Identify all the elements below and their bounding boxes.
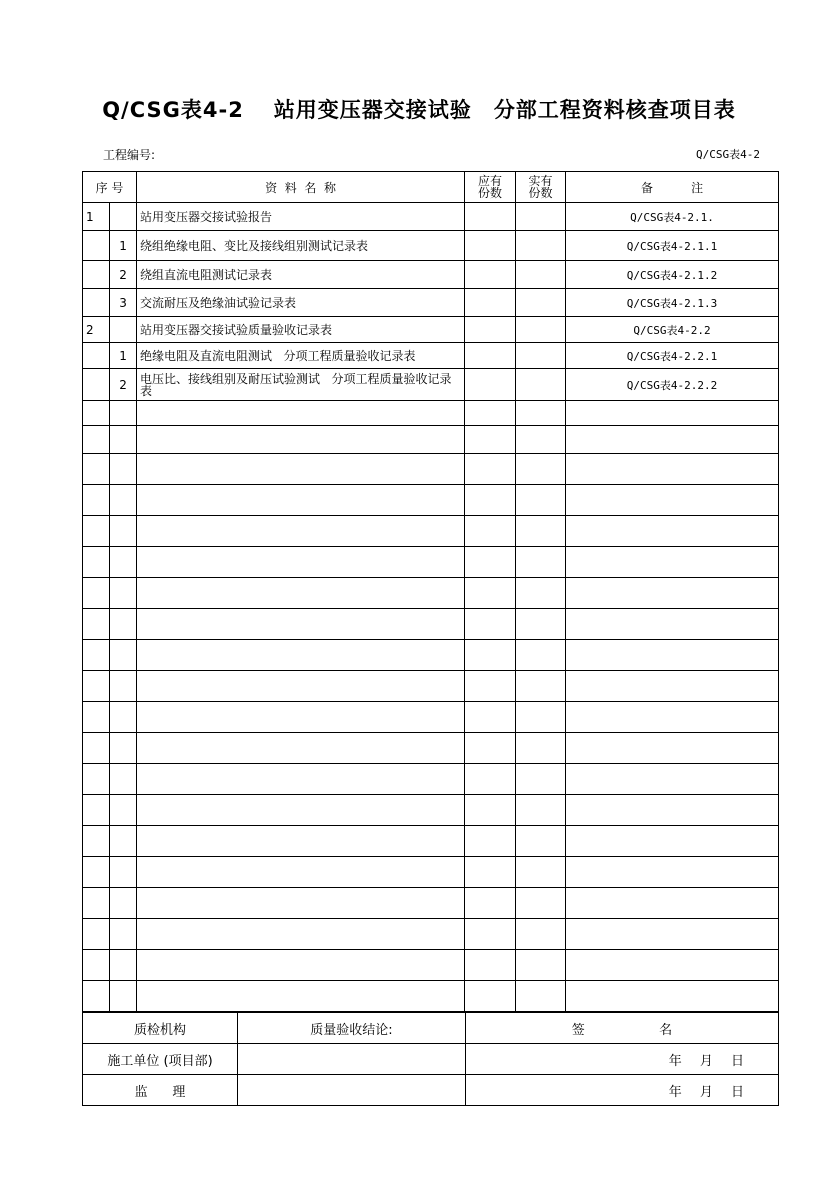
row-name: 交流耐压及绝缘油试验记录表 [137,289,465,317]
row-remark: Q/CSG表4-2.2 [566,317,779,343]
row-name: 电压比、接线组别及耐压试验测试 分项工程质量验收记录表 [137,369,465,401]
supervision-row [83,1075,779,1106]
row-seq [83,343,110,369]
table-header-row [83,172,779,203]
empty-row [83,795,779,826]
row-required [465,343,516,369]
row-actual [516,343,566,369]
table-row [83,289,779,317]
row-name: 绝缘电阻及直流电阻测试 分项工程质量验收记录表 [137,343,465,369]
signature-label: 签 名 [466,1013,779,1044]
row-required [465,369,516,401]
row-remark: Q/CSG表4-2.1.3 [566,289,779,317]
row-actual [516,261,566,289]
empty-row [83,454,779,485]
row-seq: 2 [83,317,110,343]
row-name: 站用变压器交接试验报告 [137,203,465,231]
inspection-org-label: 质检机构 [83,1013,238,1044]
empty-row [83,702,779,733]
empty-row [83,516,779,547]
table-row [83,369,779,401]
construction-date: 年 月 日 [466,1044,779,1075]
table-row [83,231,779,261]
header-required-2: 份数 [478,186,503,200]
row-remark: Q/CSG表4-2.1.2 [566,261,779,289]
row-required [465,317,516,343]
empty-row [83,547,779,578]
row-sub [110,203,137,231]
empty-row [83,857,779,888]
header-actual [516,172,566,203]
row-actual [516,369,566,401]
title-part2: 分部工程资料核查项目表 [493,98,736,122]
conclusion-label: 质量验收结论: [238,1013,466,1044]
title-part1: 站用变压器交接试验 [273,98,472,122]
empty-row [83,578,779,609]
project-number-label: 工程编号: [103,148,156,162]
row-seq [83,231,110,261]
row-name: 绕组绝缘电阻、变比及接线组别测试记录表 [137,231,465,261]
empty-row [83,888,779,919]
header-remark: 备 注 [566,172,779,203]
construction-unit-label: 施工单位 (项目部) [83,1044,238,1075]
row-remark: Q/CSG表4-2.2.1 [566,343,779,369]
row-sub [110,317,137,343]
header-required [465,172,516,203]
empty-row [83,609,779,640]
row-sub: 1 [110,231,137,261]
row-seq [83,289,110,317]
supervision-label: 监 理 [83,1075,238,1106]
construction-conclusion-cell[interactable] [238,1044,466,1075]
supervision-conclusion-cell[interactable] [238,1075,466,1106]
row-required [465,231,516,261]
header-required-1: 应有 [478,174,503,188]
empty-row [83,401,779,426]
empty-row [83,950,779,981]
title-code: Q/CSG表4-2 [102,98,244,122]
checklist-table [82,171,779,1012]
empty-row [83,485,779,516]
header-name: 资 料 名 称 [137,172,465,203]
header-actual-1: 实有 [528,174,553,188]
supervision-date: 年 月 日 [466,1075,779,1106]
empty-row [83,640,779,671]
row-seq: 1 [83,203,110,231]
row-required [465,203,516,231]
row-remark: Q/CSG表4-2.1.1 [566,231,779,261]
table-row [83,261,779,289]
empty-row [83,671,779,702]
table-row [83,343,779,369]
row-actual [516,317,566,343]
row-sub: 1 [110,343,137,369]
row-remark: Q/CSG表4-2.2.2 [566,369,779,401]
row-actual [516,289,566,317]
row-sub: 2 [110,261,137,289]
row-remark: Q/CSG表4-2.1. [566,203,779,231]
page-title [0,94,838,124]
row-seq [83,261,110,289]
row-seq [83,369,110,401]
signoff-header-row [83,1013,779,1044]
row-sub: 3 [110,289,137,317]
empty-row [83,981,779,1012]
construction-unit-row [83,1044,779,1075]
row-required [465,261,516,289]
row-actual [516,203,566,231]
row-name: 站用变压器交接试验质量验收记录表 [137,317,465,343]
table-row [83,203,779,231]
row-sub: 2 [110,369,137,401]
table-row [83,317,779,343]
empty-row [83,919,779,950]
row-required [465,289,516,317]
empty-row [83,826,779,857]
empty-row [83,733,779,764]
form-code: Q/CSG表4-2 [696,148,760,161]
row-actual [516,231,566,261]
empty-row [83,764,779,795]
row-name: 绕组直流电阻测试记录表 [137,261,465,289]
header-actual-2: 份数 [528,186,553,200]
signoff-table [82,1012,779,1106]
empty-row [83,426,779,454]
header-seq: 序 号 [83,172,137,203]
